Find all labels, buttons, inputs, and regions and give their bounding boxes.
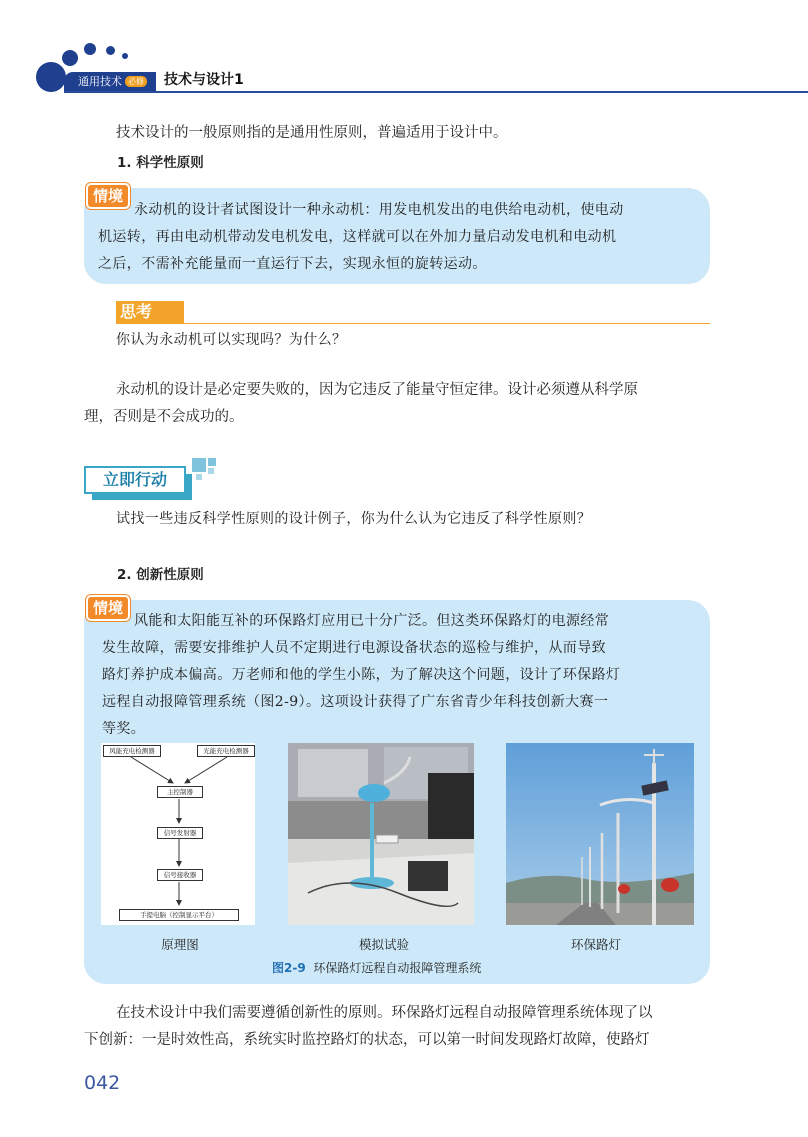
scene2-line-3: 路灯养护成本偏高。万老师和他的学生小陈，为了解决这个问题，设计了环保路灯	[102, 667, 621, 683]
flow-box-laptop: 手提电脑（控制显示平台）	[119, 909, 239, 921]
section2-heading: 2. 创新性原则	[117, 567, 204, 583]
action-tag: 立即行动	[84, 466, 186, 494]
required-badge: 必修	[125, 76, 147, 87]
scene1-line-2: 机运转，再由电动机带动发电机发电，这样就可以在外加力量启动发电机和电动机	[98, 229, 617, 245]
header-series-label	[64, 72, 156, 91]
series-name: 通用技术	[78, 75, 122, 88]
header-dot-medium-2	[84, 43, 96, 55]
flow-box-receiver: 信号接收器	[157, 869, 203, 881]
section2-body-line-1: 在技术设计中我们需要遵循创新性的原则。环保路灯远程自动报障管理系统体现了以	[116, 1005, 653, 1021]
section1-heading: 1. 科学性原则	[117, 155, 204, 171]
flow-box-transmitter: 信号发射器	[157, 827, 203, 839]
figure-number: 图2-9	[272, 961, 306, 975]
intro-paragraph: 技术设计的一般原则指的是通用性原则，普遍适用于设计中。	[116, 125, 508, 141]
flow-box-solar-detector: 光能充电检测器	[197, 745, 255, 757]
principle-diagram	[101, 743, 255, 925]
scene1-line-1: 永动机的设计者试图设计一种永动机：用发电机发出的电供给电动机，使电动	[134, 202, 624, 218]
caption-streetlight: 环保路灯	[570, 937, 621, 952]
action-deco-square-2	[208, 458, 216, 466]
section1-body-line-1: 永动机的设计是必定要失败的，因为它违反了能量守恒定律。设计必须遵从科学原	[116, 382, 638, 398]
caption-principle-diagram: 原理图	[161, 937, 199, 952]
flow-box-main-controller: 主控制器	[157, 786, 203, 798]
flow-box-wind-detector: 风能充电检测器	[103, 745, 161, 757]
action-text: 试找一些违反科学性原则的设计例子，你为什么认为它违反了科学性原则？	[116, 511, 592, 527]
action-deco-square-1	[192, 458, 206, 472]
figure-title: 环保路灯远程自动报障管理系统	[313, 961, 482, 975]
think-tag: 思考	[116, 301, 184, 323]
caption-simulation-test: 模拟试验	[358, 937, 409, 952]
scene2-line-5: 等奖。	[102, 721, 146, 737]
scene1-line-3: 之后，不需补充能量而一直运行下去，实现永恒的旋转运动。	[98, 256, 487, 272]
scene2-line-1: 风能和太阳能互补的环保路灯应用已十分广泛。但这类环保路灯的电源经常	[134, 613, 610, 629]
scene-tag-2: 情境	[86, 595, 130, 621]
header-rule	[64, 91, 808, 93]
action-deco-square-4	[196, 474, 202, 480]
action-deco-square-3	[208, 468, 214, 474]
header-dot-small-1	[106, 46, 115, 55]
eco-streetlight-photo	[506, 743, 694, 925]
section2-body-line-2: 下创新：一是时效性高，系统实时监控路灯的状态，可以第一时间发现路灯故障，使路灯	[84, 1032, 650, 1048]
streetlight-illustration	[506, 743, 694, 925]
scene2-line-2: 发生故障，需要安排维护人员不定期进行电源设备状态的巡检与维护，从而导致	[102, 640, 606, 656]
page-number: 042	[84, 1072, 121, 1094]
think-rule	[116, 323, 710, 324]
header-dot-medium-1	[62, 50, 78, 66]
figure-caption	[272, 959, 481, 976]
header-dot-small-2	[122, 53, 128, 59]
book-title: 技术与设计1	[164, 72, 244, 88]
simulation-test-illustration	[288, 743, 474, 925]
header-dot-large	[36, 62, 66, 92]
think-question: 你认为永动机可以实现吗？为什么？	[116, 332, 347, 348]
scene-tag-1: 情境	[86, 183, 130, 209]
simulation-test-photo	[288, 743, 474, 925]
section1-body-line-2: 理，否则是不会成功的。	[84, 409, 244, 425]
scene2-line-4: 远程自动报障管理系统（图2-9）。这项设计获得了广东省青少年科技创新大赛一	[102, 694, 609, 710]
